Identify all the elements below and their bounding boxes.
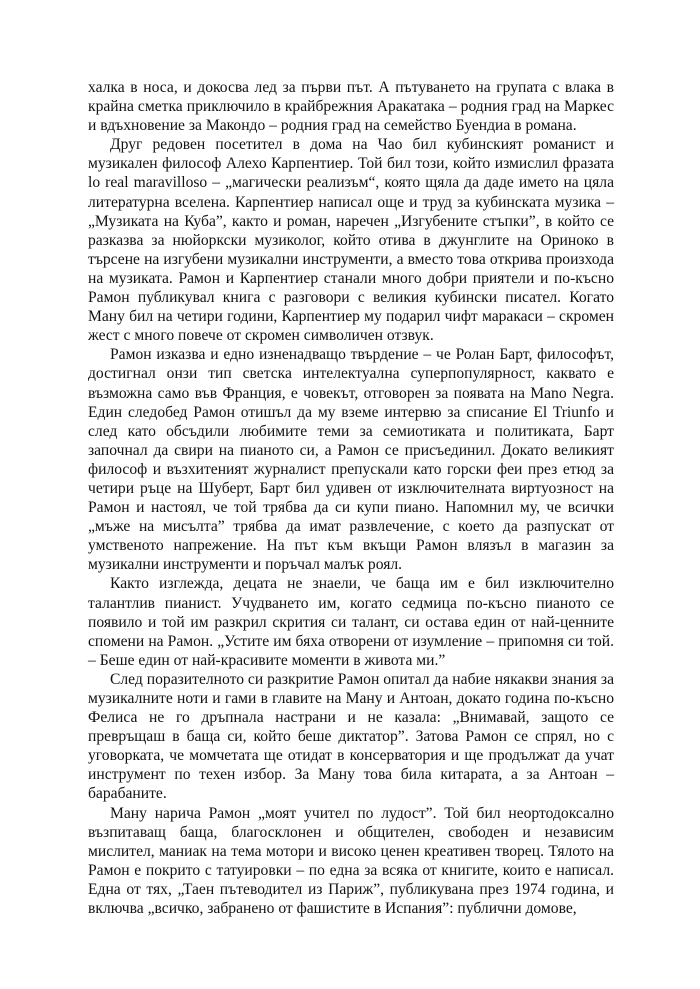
paragraph-2: Друг редовен посетител в дома на Чао бил кубинският романист и музикален философ Алехо Карпентиер. Той бил този, който измислил фразата lo real maravilloso – „магически реализъм“, която щяла да даде името на цяла литературна вселена. Карпентиер написал още и труд за кубинската музика – „Музиката на Куба”, както и роман, наречен „Изгубените стъпки”, в който се разказва за нюйоркски музиколог, който отива в джунглите на Ориноко в търсене на изгубени музикални инструменти, а вместо това открива произхода на музиката. Рамон и Карпентиер станали много добри приятели и по-късно Рамон публикувал книга с разговори с великия кубински писател. Когато Ману бил на четири години, Карпентиер му подарил чифт маракаси – скромен жест с много повече от скромен символичен отзвук.	[88, 136, 614, 345]
document-page	[88, 78, 614, 918]
paragraph-4: Както изглежда, децата не знаели, че баща им е бил изключително талантлив пианист. Учудването им, когато седмица по-късно пианото се появило и той им разкрил скрития си талант, си остава един от най-ценните спомени на Рамон. „Устите им бяха отворени от изумление – припомня си той. – Беше един от най-красивите моменти в живота ми.”	[88, 575, 614, 669]
paragraph-5: След поразителното си разкритие Рамон опитал да набие някакви знания за музикалните ноти и гами в главите на Ману и Антоан, докато година по-късно Фелиса не го дръпнала настрани и не казала: „Внимавай, защото се превръщаш в баща си, който беше диктатор”. Затова Рамон се спрял, но с уговорката, че момчетата ще отидат в консерватория и ще продължат да учат инструмент по техен избор. За Ману това била китарата, а за Антоан – барабаните.	[88, 670, 614, 803]
paragraph-3: Рамон изказва и едно изненадващо твърдение – че Ролан Барт, философът, достигнал онзи тип светска интелектуална суперпопулярност, каквато е възможна само във Франция, е човекът, отговорен за появата на Mano Negra. Един следобед Рамон отишъл да му вземе интервю за списание El Triunfo и след като обсъдили любимите теми за семиотиката и политиката, Барт започнал да свири на пианото си, а Рамон се присъединил. Докато великият философ и възхитеният журналист препускали като горски феи през етюд за четири ръце на Шуберт, Барт бил удивен от изключителната виртуозност на Рамон и настоял, че той трябва да си купи пиано. Напомнил му, че всички „мъже на мисълта” трябва да имат развлечение, с което да разпускат от умственото напрежение. На път към вкъщи Рамон влязъл в магазин за музикални инструменти и поръчал малък роял.	[88, 346, 614, 574]
paragraph-6: Ману нарича Рамон „моят учител по лудост”. Той бил неортодоксално възпитаващ баща, благосклонен и общителен, свободен и независим мислител, маниак на тема мотори и високо ценен креативен творец. Тялото на Рамон е покрито с татуировки – по една за всяка от книгите, които е написал. Една от тях, „Таен пътеводител из Париж”, публикувана през 1974 година, и включва „всичко, забранено от фашистите в Испания”: публични домове,	[88, 804, 614, 918]
paragraph-1: халка в носа, и докосва лед за първи път. А пътуването на групата с влака в крайна сметка приключило в крайбрежния Аракатака – родния град на Маркес и вдъхновение за Макондо – родния град на семейство Буендиа в романа.	[88, 79, 614, 135]
